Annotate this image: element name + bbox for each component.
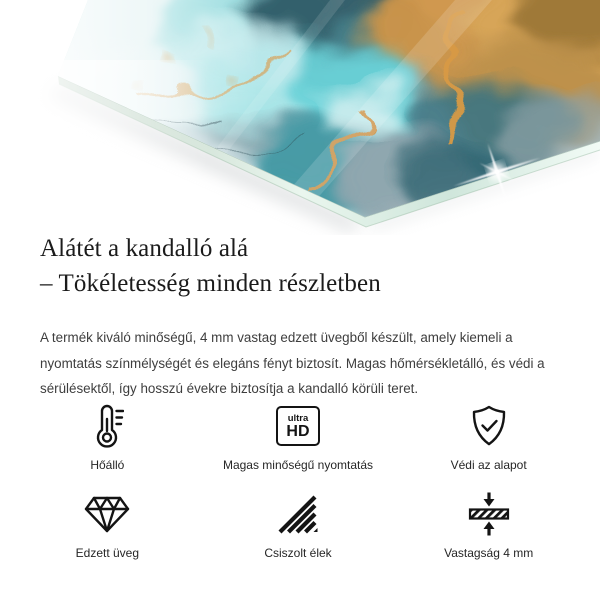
- ultra-hd-text-top: ultra: [287, 412, 309, 424]
- feature-label: Hőálló: [90, 458, 125, 472]
- ultra-hd-badge-icon: [276, 402, 320, 450]
- page-title: [40, 231, 381, 301]
- feature-print-quality: [203, 392, 394, 472]
- feature-label: Magas minőségű nyomtatás: [222, 458, 374, 472]
- ultra-hd-text-bottom: HD: [286, 422, 310, 440]
- feature-label: Edzett üveg: [75, 546, 140, 560]
- feature-thickness: [393, 480, 584, 560]
- hero-product-image: [0, 0, 600, 235]
- feature-label: Csiszolt élek: [264, 546, 332, 560]
- feature-label: Vastagság 4 mm: [444, 546, 534, 560]
- feature-protects-base: [393, 392, 584, 472]
- feature-grid: [12, 392, 584, 560]
- polished-edges-icon: [274, 490, 322, 538]
- page-title-line1: Alátét a kandalló alá: [40, 235, 249, 262]
- glass-panel-artwork: [0, 0, 600, 235]
- feature-polished-edges: [203, 480, 394, 560]
- feature-tempered-glass: [12, 480, 203, 560]
- thickness-arrows-icon: [466, 490, 512, 538]
- feature-heat-resistant: [12, 392, 203, 472]
- thermometer-heat-icon: [90, 402, 124, 450]
- page-title-line2: – Tökéletesség minden részletben: [40, 270, 381, 297]
- feature-label: Védi az alapot: [450, 458, 527, 472]
- diamond-icon: [83, 490, 131, 538]
- product-description: A termék kiváló minőségű, 4 mm vastag edzett üvegből készült, amely kiemeli a nyomtatás színmélységét és elegáns fényt biztosít. Magas hőmérsékletálló, és védi a sérülésektől, így hosszú évekre biztosítja a kandalló körüli teret.: [40, 330, 545, 397]
- shield-check-icon: [467, 402, 511, 450]
